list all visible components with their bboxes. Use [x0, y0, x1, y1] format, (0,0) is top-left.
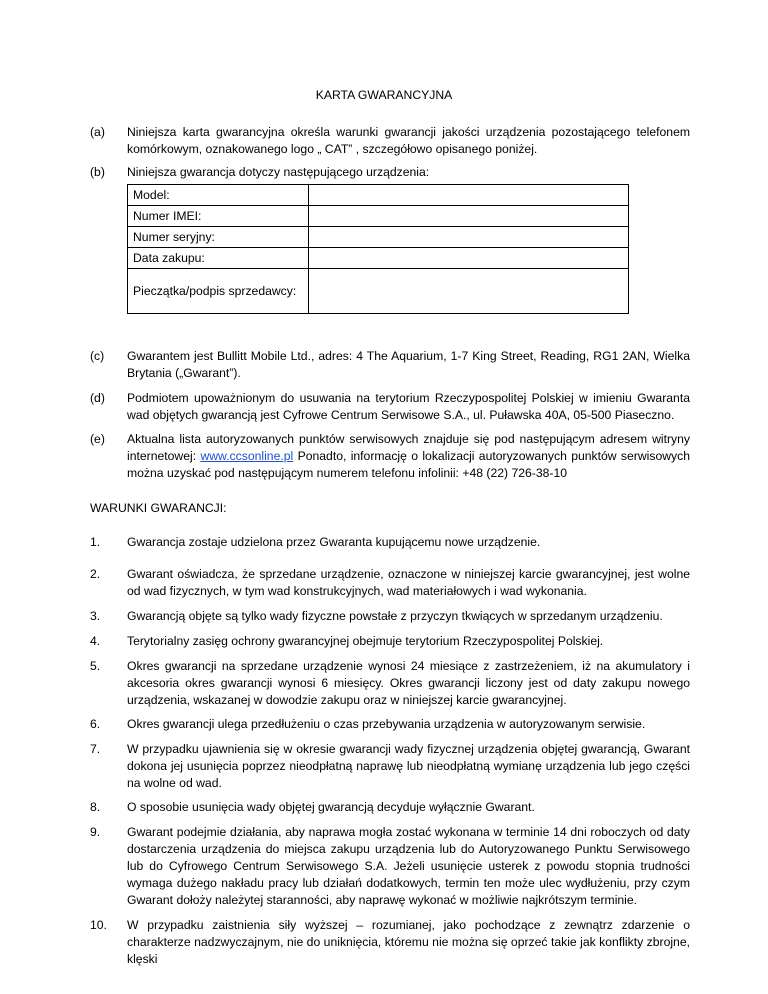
item-label: 9.: [90, 825, 101, 839]
item-label: 1.: [90, 535, 101, 549]
seller-stamp-value-field[interactable]: [309, 269, 629, 314]
intro-item-b: [90, 164, 690, 181]
purchase-date-label: Data zakupu:: [128, 248, 309, 269]
item-label: 3.: [90, 609, 101, 623]
item-text: W przypadku ujawnienia się w okresie gwarancji wady fizycznej urządzenia objętej gwarancją, Gwarant dokona jej usunięcia poprzez nieodpłatną naprawę lub nieodpłatną wymianę urządzenia lub jego części na wolne od wad.: [127, 742, 690, 790]
intro-item-c: [90, 348, 690, 382]
item-label: 2.: [90, 567, 101, 581]
serial-number-label: Numer seryjny:: [128, 227, 309, 248]
condition-item-2: [90, 566, 690, 600]
table-row: [128, 248, 629, 269]
imei-value-field[interactable]: [309, 206, 629, 227]
item-label: (e): [90, 432, 105, 446]
item-text: Gwarancją objęte są tylko wady fizyczne powstałe z przyczyn tkwiących w sprzedanym urządzeniu.: [127, 609, 663, 623]
item-text: Gwarant podejmie działania, aby naprawa mogła zostać wykonana w terminie 14 dni roboczych od daty dostarczenia urządzenia do miejsca zakupu urządzenia lub do Autoryzowanego Punktu Serwisowego lub do Cyfrowego Centrum Serwisowego S.A. Jeżeli usunięcie usterek z powodu stopnia trudności wymaga dużego nakładu pracy lub działań dodatkowych, termin ten może ulec wydłużeniu, przy czym Gwarant dołoży należytej staranności, aby naprawę wykonać w możliwie najkrótszym terminie.: [127, 825, 690, 907]
condition-item-9: [90, 824, 690, 909]
item-text: [127, 431, 690, 482]
purchase-date-value-field[interactable]: [309, 248, 629, 269]
condition-item-4: [90, 633, 690, 650]
item-text: Gwarancja zostaje udzielona przez Gwaranta kupującemu nowe urządzenie.: [127, 535, 541, 549]
condition-item-6: [90, 716, 690, 733]
item-label: (a): [90, 125, 105, 139]
item-text: Niniejsza karta gwarancyjna określa warunki gwarancji jakości urządzenia pozostającego telefonem komórkowym, oznakowanego logo „ CAT” , szczegółowo opisanego poniżej.: [127, 125, 690, 156]
model-label: Model:: [128, 185, 309, 206]
item-label: 6.: [90, 717, 101, 731]
seller-stamp-label: Pieczątka/podpis sprzedawcy:: [128, 269, 309, 314]
item-label: 4.: [90, 634, 101, 648]
item-label: 5.: [90, 659, 101, 673]
intro-item-d: [90, 390, 690, 424]
item-text: Niniejsza gwarancja dotyczy następującego urządzenia:: [127, 165, 430, 179]
table-row: [128, 185, 629, 206]
condition-item-10: [90, 917, 690, 968]
item-text-part: Aktualna lista autoryzowanych punktów serwisowych znajduje się pod następującym adresem witryny internetowej:: [127, 432, 690, 463]
item-text: Podmiotem upoważnionym do usuwania na terytorium Rzeczypospolitej Polskiej w imieniu Gwaranta wad objętych gwarancją jest Cyfrowe Centrum Serwisowe S.A., ul. Puławska 40A, 05-500 Piaseczno.: [127, 391, 690, 422]
intro-item-a: [90, 124, 690, 158]
device-details-table: [127, 184, 629, 314]
item-label: 10.: [90, 918, 107, 932]
table-row: [128, 227, 629, 248]
item-text: O sposobie usunięcia wady objętej gwarancją decyduje wyłącznie Gwarant.: [127, 800, 535, 814]
item-label: 8.: [90, 800, 101, 814]
item-text: Gwarant oświadcza, że sprzedane urządzenie, oznaczone w niniejszej karcie gwarancyjnej, jest wolne od wad fizycznych, w tym wad konstrukcyjnych, wad materiałowych i wad wykonania.: [127, 567, 690, 598]
condition-item-5: [90, 658, 690, 709]
item-text: Gwarantem jest Bullitt Mobile Ltd., adres: 4 The Aquarium, 1-7 King Street, Reading, RG1 2AN, Wielka Brytania („Gwarant”).: [127, 349, 690, 380]
document-title: KARTA GWARANCYJNA: [315, 88, 453, 102]
item-text-part: Ponadto, informację o lokalizacji autoryzowanych punktów serwisowych można uzyskać pod następującym numerem telefonu infolinii: +48 (22) 726-38-10: [127, 449, 690, 480]
item-text: Okres gwarancji ulega przedłużeniu o czas przebywania urządzenia w autoryzowanym serwisie.: [127, 717, 646, 731]
serial-number-value-field[interactable]: [309, 227, 629, 248]
intro-item-e: [90, 431, 690, 482]
item-text: W przypadku zaistnienia siły wyższej – rozumianej, jako pochodzące z zewnątrz zdarzenie o charakterze nadzwyczajnym, nie do uniknięcia, któremu nie można się oprzeć takie jak konflikty zbrojne, klęski: [127, 918, 690, 966]
model-value-field[interactable]: [309, 185, 629, 206]
condition-item-8: [90, 799, 690, 816]
item-label: 7.: [90, 742, 101, 756]
item-label: (b): [90, 165, 105, 179]
table-row: [128, 206, 629, 227]
item-label: (c): [90, 349, 105, 363]
item-text: Terytorialny zasięg ochrony gwarancyjnej obejmuje terytorium Rzeczypospolitej Polskiej.: [127, 634, 604, 648]
imei-label: Numer IMEI:: [128, 206, 309, 227]
item-label: (d): [90, 391, 105, 405]
condition-item-1: [90, 534, 690, 551]
service-list-link[interactable]: www.ccsonline.pl: [200, 449, 294, 463]
item-text: Okres gwarancji na sprzedane urządzenie wynosi 24 miesiące z zastrzeżeniem, iż na akumulatory i akcesoria okres gwarancji wynosi 6 miesięcy. Okres gwarancji liczony jest od daty zakupu nowego urządzenia, wskazanej w dowodzie zakupu oraz w niniejszej karcie gwarancyjnej.: [127, 659, 690, 707]
conditions-heading: WARUNKI GWARANCJI:: [90, 501, 227, 515]
condition-item-7: [90, 741, 690, 792]
condition-item-3: [90, 608, 690, 625]
table-row: [128, 269, 629, 314]
